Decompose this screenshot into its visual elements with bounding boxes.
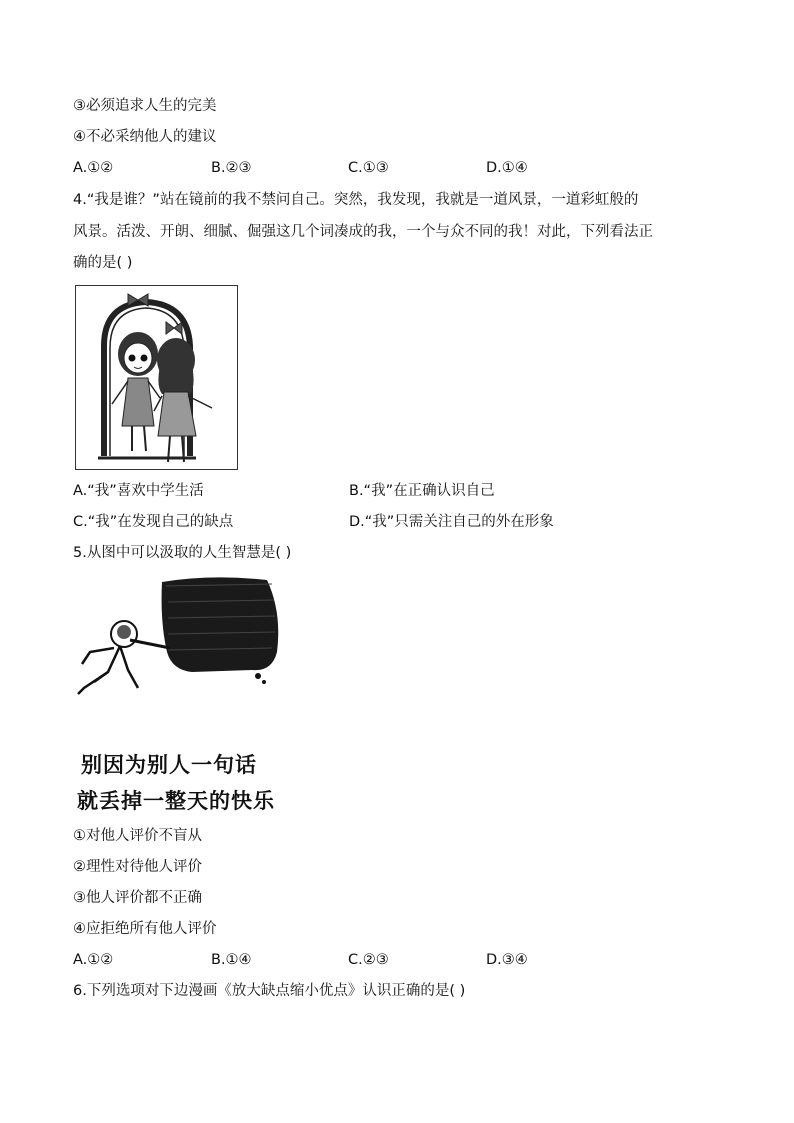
statement-4: ④不必采纳他人的建议 (73, 129, 217, 145)
q4-option-d[interactable]: D.“我”只需关注自己的外在形象 (349, 514, 554, 530)
q4-stem-line3: 确的是( ) (73, 255, 133, 271)
q5-statement-3: ③他人评价都不正确 (73, 890, 202, 906)
caption-line1: 别因为别人一句话 (81, 753, 257, 777)
mirror-illustration (76, 286, 237, 469)
q5-statement-2: ②理性对待他人评价 (73, 859, 202, 875)
q3-option-d[interactable]: D.①④ (486, 160, 528, 176)
caption-line2: 就丢掉一整天的快乐 (77, 789, 275, 813)
q3-options (73, 158, 723, 178)
q5-statement-4: ④应拒绝所有他人评价 (73, 921, 217, 937)
q4-option-c[interactable]: C.“我”在发现自己的缺点 (73, 514, 234, 530)
q3-option-b[interactable]: B.②③ (211, 160, 252, 176)
q4-option-a[interactable]: A.“我”喜欢中学生活 (73, 483, 204, 499)
handwritten-caption (75, 745, 290, 815)
q5-stem: 5.从图中可以汲取的人生智慧是( ) (73, 545, 292, 561)
statement-3: ③必须追求人生的完美 (73, 98, 217, 114)
q3-option-c[interactable]: C.①③ (348, 160, 389, 176)
q6-stem: 6.下列选项对下边漫画《放大缺点缩小优点》认识正确的是( ) (73, 983, 466, 999)
q3-option-a[interactable]: A.①② (73, 160, 114, 176)
q4-option-b[interactable]: B.“我”在正确认识自己 (349, 483, 495, 499)
q4-options-row2 (73, 512, 723, 532)
dark-cloud-cartoon-image (72, 572, 287, 702)
q4-options-row1 (73, 481, 723, 501)
q5-option-d[interactable]: D.③④ (486, 952, 528, 968)
q4-stem-line1: 4.“我是谁？”站在镜前的我不禁问自己。突然，我发现，我就是一道风景，一道彩虹般的 (73, 192, 639, 208)
q4-stem-line2: 风景。活泼、开朗、细腻、倔强这几个词凑成的我，一个与众不同的我！对此，下列看法正 (73, 224, 653, 240)
mirror-cartoon-image (75, 285, 238, 470)
q5-option-b[interactable]: B.①④ (211, 952, 252, 968)
q5-option-a[interactable]: A.①② (73, 952, 114, 968)
q5-options (73, 950, 723, 970)
q5-option-c[interactable]: C.②③ (348, 952, 389, 968)
dark-cloud-illustration (72, 572, 287, 702)
q5-statement-1: ①对他人评价不盲从 (73, 828, 202, 844)
